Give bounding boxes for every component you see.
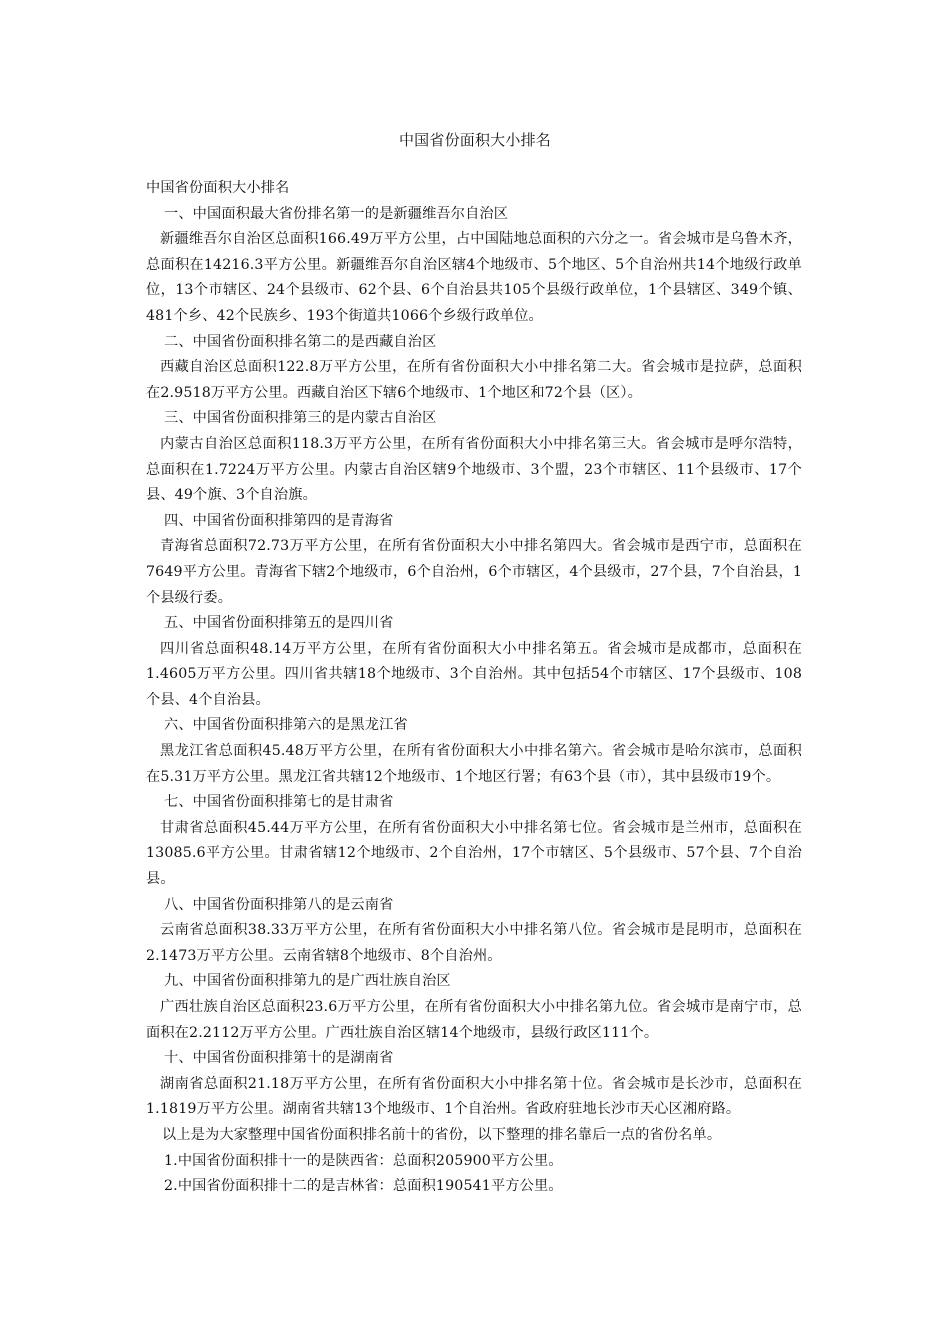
section-body-6: 黑龙江省总面积45.48万平方公里，在所有省份面积大小中排名第六。省会城市是哈尔滨市，总面积在5.31万平方公里。黑龙江省共辖12个地级市、1个地区行署；有63个县（市），其中县级市19个。 <box>146 743 802 785</box>
section-body-1: 新疆维吾尔自治区总面积166.49万平方公里，占中国陆地总面积的六分之一。省会城市是乌鲁木齐，总面积在14216.3平方公里。新疆维吾尔自治区辖4个地级市、5个地区、5个自治州共14个地级行政单位，13个市辖区、24个县级市、62个县、6个自治县共105个县级行政单位，1个县辖区、349个镇、481个乡、42个民族乡、193个街道共1066个乡级行政单位。 <box>146 231 802 324</box>
section-heading-5: 五、中国省份面积排第五的是四川省 <box>164 615 394 632</box>
section-heading-9: 九、中国省份面积排第九的是广西壮族自治区 <box>164 973 451 990</box>
section-body-7: 甘肃省总面积45.44万平方公里，在所有省份面积大小中排名第七位。省会城市是兰州市，总面积在13085.6平方公里。甘肃省辖12个地级市、2个自治州，17个市辖区、5个县级市、57个县、7个自治县。 <box>146 819 802 888</box>
section-body-3: 内蒙古自治区总面积118.3万平方公里，在所有省份面积大小中排名第三大。省会城市是呼尔浩特，总面积在1.7224万平方公里。内蒙古自治区辖9个地级市、3个盟，23个市辖区、11个县级市、17个县、49个旗、3个自治旗。 <box>146 435 802 504</box>
section-body-5: 四川省总面积48.14万平方公里，在所有省份面积大小中排名第五。省会城市是成都市，总面积在1.4605万平方公里。四川省共辖18个地级市、3个自治州。其中包括54个市辖区、17个县级市、108个县、4个自治县。 <box>146 640 802 708</box>
ranking-list-item-12: 2.中国省份面积排十二的是吉林省：总面积190541平方公里。 <box>164 1178 563 1195</box>
section-heading-8: 八、中国省份面积排第八的是云南省 <box>164 896 394 913</box>
document-content <box>146 176 802 1200</box>
section-body-4: 青海省总面积72.73万平方公里，在所有省份面积大小中排名第四大。省会城市是西宁市，总面积在7649平方公里。青海省下辖2个地级市，6个自治州，6个市辖区，4个县级市，27个县，7个自治县，1个县级行委。 <box>146 538 802 606</box>
section-heading-7: 七、中国省份面积排第七的是甘肃省 <box>164 794 394 811</box>
summary-text: 以上是为大家整理中国省份面积排名前十的省份，以下整理的排名靠后一点的省份名单。 <box>162 1126 722 1143</box>
ranking-list-item-11: 1.中国省份面积排十一的是陕西省：总面积205900平方公里。 <box>164 1152 563 1169</box>
section-body-2: 西藏自治区总面积122.8万平方公里，在所有省份面积大小中排名第二大。省会城市是拉萨，总面积在2.9518万平方公里。西藏自治区下辖6个地级市、1个地区和72个县（区）。 <box>146 359 802 401</box>
section-heading-4: 四、中国省份面积排第四的是青海省 <box>164 512 394 529</box>
section-heading-3: 三、中国省份面积排第三的是内蒙古自治区 <box>164 410 437 427</box>
intro-title: 中国省份面积大小排名 <box>146 180 290 196</box>
section-body-10: 湖南省总面积21.18万平方公里，在所有省份面积大小中排名第十位。省会城市是长沙市，总面积在1.1819万平方公里。湖南省共辖13个地级市、1个自治州。省政府驻地长沙市天心区湘府路。 <box>146 1075 802 1118</box>
section-heading-2: 二、中国省份面积排名第二的是西藏自治区 <box>164 333 437 350</box>
section-body-8: 云南省总面积38.33万平方公里，在所有省份面积大小中排名第八位。省会城市是昆明市，总面积在2.1473万平方公里。云南省辖8个地级市、8个自治州。 <box>146 922 802 964</box>
section-heading-1: 一、中国面积最大省份排名第一的是新疆维吾尔自治区 <box>164 205 509 222</box>
section-body-9: 广西壮族自治区总面积23.6万平方公里，在所有省份面积大小中排名第九位。省会城市是南宁市，总面积在2.2112万平方公里。广西壮族自治区辖14个地级市，县级行政区111个。 <box>146 999 802 1041</box>
document-title: 中国省份面积大小排名 <box>398 131 551 149</box>
section-heading-6: 六、中国省份面积排第六的是黑龙江省 <box>164 717 408 734</box>
section-heading-10: 十、中国省份面积排第十的是湖南省 <box>164 1050 394 1067</box>
